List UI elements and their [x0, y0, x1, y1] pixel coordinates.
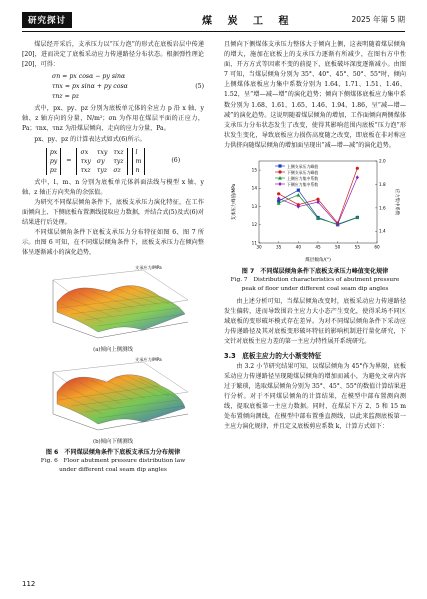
x-tick-label: 60 [374, 244, 380, 250]
paragraph: 式中，l、m、n 分别为底板单元体斜面法线与模型 x 轴、y 轴、z 轴正方向夹角的余弦值。 [22, 178, 204, 196]
paragraph: 煤层经开采后，支承压力以“压力泡”的形式在底板岩层中传递[20]，进而决定了底板采动应力传递路径分布状态。根据弹性理论[20]，可得： [22, 41, 204, 69]
figure-7 [224, 155, 406, 293]
stress-tensor: σx τxy τxz τxy σy τyz τxz τyz σz [76, 148, 127, 175]
running-header [22, 10, 405, 32]
figure-6-caption: 图 6 不同煤层倾角条件下底板支承压力分布规律 [45, 449, 181, 457]
x-tick-label: 30 [256, 244, 262, 250]
data-point [277, 192, 280, 195]
page-number: 112 [22, 580, 36, 588]
x-tick-label: 45 [315, 244, 321, 250]
paragraph: 为研究不同煤层倾角条件下，底板支承压力演化特征，在工作面倾向上、下侧底板布置测线提取应力数据，并结合式(5)及式(6)对结果进行后处理。 [22, 198, 204, 227]
paragraph: 由上述分析可知，当煤层倾角改变时，底板采动应力传递路径发生偏转，进而导致围岩主应力大小态产生变化，使得采场不同区域底板的变形破坏模式存在差异。为对不同煤层倾角条件下采动应力传递路径及其对底板变形破坏特征的影响机制进行量化研究，下文针对底板主应力差的第一主应力特性展开系统研究。 [224, 298, 406, 346]
subfigure-caption-a: (a)倾向上侧测线 [93, 347, 133, 354]
legend-entry: 上侧应力集中系数 [287, 176, 319, 182]
paragraph: px、py、pz 的计算表达式如式(6)所示。 [34, 135, 146, 143]
equation-5 [22, 72, 204, 102]
data-point [278, 170, 281, 173]
equation-6: px py pz = σx τxy τxz τxy σy τyz τxz τyz σz l m n (6) [22, 148, 204, 175]
y2-tick-label: 1.6 [379, 205, 386, 211]
section-heading: 3.3 底板主应力的大小渐变特征 [224, 351, 322, 360]
paragraph: 且倾向下侧煤体支承压力整体大于倾向上侧，这表明随着煤层倾角的增大，施加在底板上的支承压力逐渐有所减少，在图右方中性面、开方方式等因素不变的前提下，底板破坏深度逐渐减小。由图 7 可知，当煤层倾角分别为 35°、40°、45°、50°、55°时，倾向上侧煤体底板应力集中系数分别为 1.64、1.71、1.51、1.46、1.52，呈“增—减—增”的演化趋势；倾向下侧煤体底板应力集中系数分别为 1.68、1.61、1.65、1.46、1.94、1.86，呈“减—增—减”的演化趋势。这说明随着煤层倾角的增加，工作面倾向两侧煤体支承压力分布状态发生了改变，使得其影响范围内底板“压力泡”形状发生变化，导致底板应力损伤高度随之改变，即底板在非对称应力供挤向随煤层倾角的增加面呈现出“减—增—减”的演化趋势。 [224, 41, 406, 149]
data-point [297, 189, 300, 192]
z-axis-title: 支承应力/MPa [135, 265, 162, 271]
equation-line: τnx = px sinα + py cosα [52, 83, 128, 91]
legend-entry: 下侧应力集中系数 [287, 182, 319, 188]
y-tick-label: 12 [251, 222, 257, 228]
figure-7-caption: 图 7 不同煤层倾角条件下底板支承压力峰值变化规律 [241, 268, 389, 276]
left-column [22, 40, 204, 474]
figure-6 [22, 262, 204, 474]
x-tick-label: 35 [275, 244, 282, 250]
y-tick-label: 13 [251, 203, 257, 209]
y-tick-label: 14 [251, 185, 257, 191]
equation-line: σn = px cosα − py sinα [52, 73, 126, 81]
line-chart [225, 155, 405, 267]
y2-tick-label: 2.0 [379, 158, 386, 164]
x-tick-label: 40 [295, 244, 302, 250]
y-tick-label: 15 [251, 167, 257, 173]
y2-axis-label: 应力集中系数 [394, 188, 399, 216]
equation-number: (6) [171, 157, 181, 165]
issue-label: 2025 年第 5 期 [351, 15, 405, 24]
y2-tick-label: 1.8 [379, 181, 386, 187]
paragraph: 式中，px、py、pz 分别为底板单元体的全应力 p 沿 x 轴、y 轴、z 轴方向的分量，N/m²；σn 为作用在煤层平面的正应力，Pa；τnx、τnz 为沿煤层倾向、走向的应力分量，Pa。 [22, 105, 204, 133]
legend-entry: 下侧支承压力峰值 [287, 170, 319, 176]
y2-tick-label: 1.4 [379, 228, 386, 234]
journal-title: 煤 炭 工 程 [202, 16, 295, 27]
figure-6-caption-en: Fig. 6 Floor abutment pressure distribution law [40, 458, 186, 465]
surface-plot-b [23, 354, 203, 438]
y-tick-label: 11 [251, 240, 257, 246]
x-axis-label: 煤层倾角/(°) [305, 258, 331, 264]
x-tick-label: 55 [354, 244, 361, 250]
right-column [224, 40, 406, 432]
legend-entry: 上侧支承压力峰值 [287, 164, 319, 170]
subfigure-caption-b: (b)倾向下侧测线 [92, 439, 133, 446]
y-axis-label: 支承压力峰值/MPa [232, 183, 237, 221]
figure-6-caption-en-2: under different coal seam dip angles [59, 466, 167, 473]
data-point [278, 164, 281, 167]
lhs-vector: px py pz [46, 148, 61, 175]
section-badge: 研究探讨 [22, 12, 72, 28]
equation-number: (5) [195, 83, 204, 91]
z-axis-title: 支承应力/MPa [135, 357, 162, 363]
equation-line: τnz = pz [52, 93, 80, 101]
surface-plot-a [23, 262, 203, 346]
figure-7-caption-en: Fig. 7 Distribution characteristics of abutment pressure [230, 277, 400, 284]
figure-7-caption-en-2: peak of floor under different coal seam dip angles [241, 285, 389, 292]
data-point [356, 167, 359, 170]
x-tick-label: 50 [334, 244, 341, 250]
paragraph: 不同煤层倾角条件下底板支承压力分布特征如图 6、图 7 所示。由图 6 可知，在不同煤层倾角条件下，底板支承压力在倾向整体呈逐渐减小的演化趋势， [22, 229, 204, 257]
direction-vector: l m n [132, 148, 146, 175]
paragraph: 由 3.2 小节研究结果可知，以煤层倾角为 45°作为界限，底板采动应力传递路径呈现随煤层倾角的增加而减小，为避免文章内容过于繁琐，选取煤层倾角分别为 35°、45°、55°的数值计算结果进行分析。对于不同煤层倾角的计算结果，在模型中部布置测向测线，提取底板第一主应力数据。同时，在煤层下方 2、5 和 15 m 处布置倾向测线，在模型中部布置垂直测线，以此来监测底板第一主应力演化规律，并且定义底板剪应系数 k，计算方式如下： [224, 362, 406, 431]
